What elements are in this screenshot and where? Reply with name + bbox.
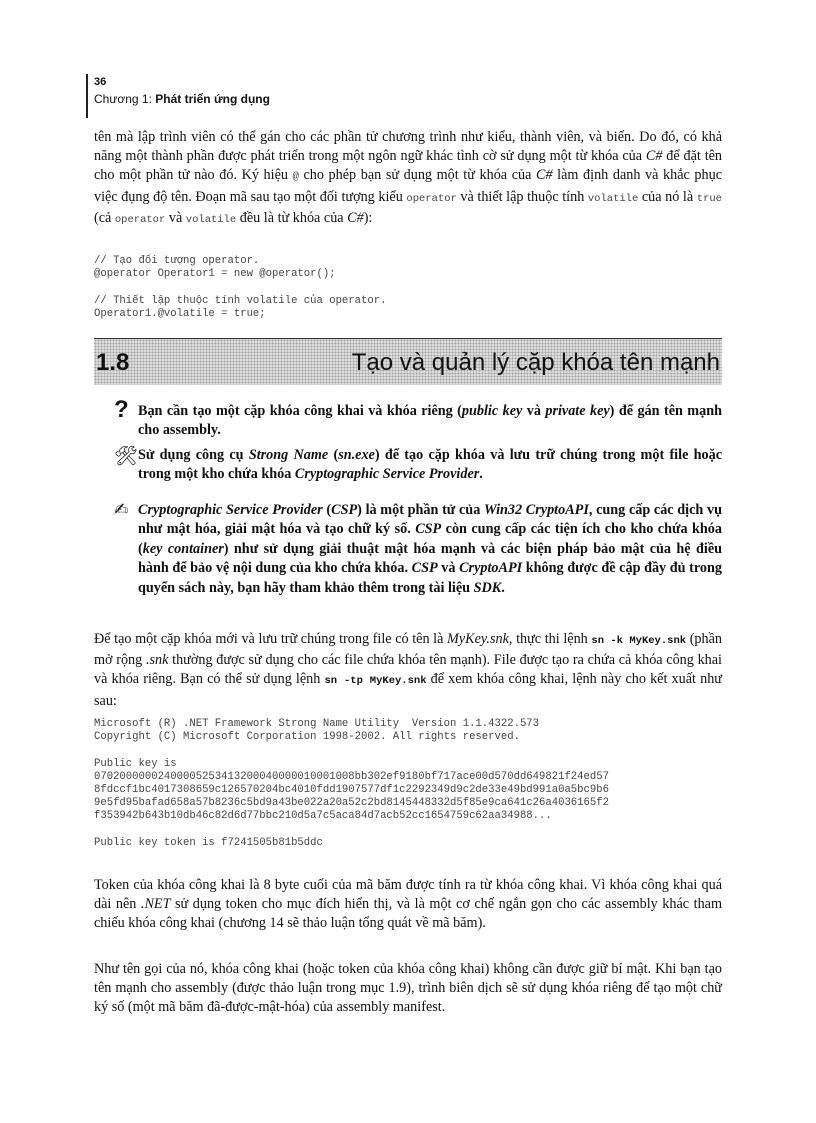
para-text: , thực thi lệnh <box>508 631 592 647</box>
para-text: Để tạo một cặp khóa mới và lưu trữ chúng trong file có tên là <box>94 631 448 647</box>
code-line: Operator1.@volatile = true; <box>94 307 266 320</box>
question-icon: ? <box>114 396 129 423</box>
keyword-dotnet: .NET <box>140 896 171 913</box>
solution-text: . <box>479 466 483 483</box>
note-term: CSP <box>411 560 438 577</box>
file-extension: .snk <box>145 652 169 669</box>
intro-text: (cả <box>94 209 115 226</box>
code-line: 8fdccf1bc4017308659c126570204bc4010fdd1907577df1c2292349d9c2de33e49bd991a0a5bc9b6 <box>94 784 609 797</box>
note-text: ) như sử dụng giải thuật mật hóa mạnh và các biện pháp bảo mật của hệ điều hành để bảo vệ nội dung của kho chứa khóa. <box>138 540 723 577</box>
note-text: . <box>501 579 505 596</box>
problem-term: public key <box>461 403 523 419</box>
note-text: ( <box>322 502 332 518</box>
section-title: Tạo và quản lý cặp khóa tên mạnh <box>351 349 720 376</box>
code-line: Public key token is f7241505b81b5ddc <box>94 836 323 849</box>
para-text: sử dụng token cho mục đích hiển thị, và là một cơ chế ngắn gọn cho các assembly khác tham chiếu khóa công khai (chương 14 sẽ thảo luận tổng quát về mã băm). <box>94 896 722 932</box>
para-text: để xem khóa công khai, lệnh này cho kết xuất như sau: <box>94 671 722 709</box>
note-text: , cung cấp các dịch vụ như mật hóa, giải mật hóa và tạo chữ ký số. <box>138 502 722 538</box>
note-text: còn cung cấp các tiện ích cho kho chứa khóa ( <box>138 521 722 557</box>
code-line: 9e5fd95bafad658a57b8236c5bd9a43be022a20a52c2bd8145448332d5f85e9ca641c26a4036165f2 <box>94 797 609 810</box>
intro-text: và thiết lập thuộc tính <box>456 188 588 205</box>
para-text: (phần mở rộng <box>94 631 723 669</box>
note-text: ) là một phần tử của <box>357 502 484 518</box>
para-text: Như tên gọi của nó, khóa công khai (hoặc token của khóa công khai) không cần được giữ bí mật. Khi bạn tạo tên mạnh cho assembly (được thảo luận trong mục 1.9), trình biên dịch sẽ sử dụng khóa riêng để tạo một chữ ký số (một mã băm đã-được-mật-hóa) của assembly manifest. <box>94 961 722 1016</box>
para-text: thường được sử dụng cho các file chứa khóa tên mạnh). File được tạo ra chứa cả khóa công khai và khóa riêng. Bạn có thể sử dụng lệnh <box>94 652 722 688</box>
problem-text: ) để gán tên mạnh cho assembly. <box>138 403 723 439</box>
solution-term: Strong Name <box>248 447 329 463</box>
keyword-csharp: C# <box>645 148 663 165</box>
note-text: và <box>437 560 460 577</box>
filename: MyKey.snk <box>447 631 509 647</box>
note-term: Cryptographic Service Provider <box>138 502 323 518</box>
note-term: CryptoAPI <box>459 560 523 577</box>
problem-text: Bạn cần tạo một cặp khóa công khai và khóa riêng ( <box>138 403 462 419</box>
intro-text: để đặt tên cho một phần tử nào đó. Ký hiệu <box>94 148 723 184</box>
note-statement <box>138 501 722 598</box>
solution-statement <box>138 446 722 485</box>
inline-command: sn -k MyKey.snk <box>591 635 687 647</box>
solution-term: Cryptographic Service Provider <box>294 466 480 483</box>
chapter-prefix: Chương 1: <box>94 92 152 106</box>
intro-text: và <box>165 209 186 226</box>
chapter-heading <box>94 92 270 106</box>
intro-text: kiểu <box>378 188 407 205</box>
solution-text: ( <box>328 447 339 463</box>
code-block-1 <box>94 255 722 321</box>
solution-text: ) để tạo cặp khóa và lưu trữ chúng trong một file hoặc trong một kho chứa khóa <box>138 447 723 483</box>
problem-text: và <box>522 403 546 419</box>
code-line: // Tạo đối tượng operator. <box>94 255 260 267</box>
intro-text: từ khóa của <box>277 209 348 226</box>
note-text: không được đề cập đầy đủ trong quyển sách này, bạn hãy tham khảo thêm trong tài liệu <box>138 560 722 596</box>
intro-text: làm định danh và khắc phục việc đụng độ tên. Đoạn mã sau tạo một đối tượng <box>94 167 722 205</box>
intro-text: từ khóa của <box>463 167 536 184</box>
section-number: 1.8 <box>96 349 130 376</box>
keyword-csharp: C# <box>347 209 364 226</box>
inline-code: true <box>696 192 722 205</box>
chapter-title: Phát triển ứng dụng <box>155 92 270 106</box>
code-line: Public key is <box>94 757 177 770</box>
problem-term: private key <box>545 403 610 419</box>
problem-statement <box>138 402 722 441</box>
section-header <box>94 338 722 385</box>
code-line: Microsoft (R) .NET Framework Strong Name Utility Version 1.1.4322.573 <box>94 718 540 730</box>
intro-paragraph <box>94 128 722 230</box>
inline-code: volatile <box>185 213 237 226</box>
paragraph-4 <box>94 960 722 1018</box>
solution-term: sn.exe <box>338 447 375 463</box>
paragraph-3 <box>94 876 722 934</box>
keyword-csharp: C# <box>536 167 553 184</box>
page-header <box>86 74 270 118</box>
tools-icon: 🛠 <box>114 445 139 467</box>
note-term: CSP <box>331 502 358 518</box>
inline-command: sn -tp MyKey.snk <box>324 675 427 688</box>
solution-text: Sử dụng công cụ <box>138 447 249 463</box>
inline-code: volatile <box>587 192 639 205</box>
inline-code: operator <box>114 213 166 226</box>
code-line: 07020000002400005253413200040000010001008bb302ef9180bf717ace00d570dd649821f24ed57 <box>94 770 609 783</box>
page-number: 36 <box>94 76 107 88</box>
intro-text: đều là <box>236 209 275 226</box>
note-term: Win32 CryptoAPI <box>483 502 589 518</box>
para-text: Token của khóa công khai là 8 byte cuối của mã băm được tính ra từ khóa công khai. Vì khóa công khai quá dài nên <box>94 877 722 913</box>
note-term: key container <box>142 540 224 557</box>
intro-text: ): <box>363 209 373 226</box>
intro-text: tên mà lập trình viên có thể gán cho các phần tử chương trình như kiểu, thành viên, và biến. <box>94 129 635 145</box>
inline-code: operator <box>406 192 457 205</box>
pencil-icon: ✍ <box>114 500 129 520</box>
intro-text: Do đó, có khả năng một thành phần được phát triển trong một ngôn ngữ khác tình cờ sử dụng <box>94 129 723 165</box>
inline-code: @ <box>292 171 299 184</box>
paragraph-2 <box>94 630 722 711</box>
intro-text: một từ khóa của <box>549 148 646 165</box>
code-block-2 <box>94 718 722 850</box>
intro-text: cho phép bạn sử dụng một <box>298 167 459 184</box>
code-line: f353942b643b10db46c82d6d77bbc210d5a7c5aca84d7acb52cc1654759c62aa34988... <box>94 810 552 823</box>
note-term: SDK <box>473 579 502 596</box>
code-line: @operator Operator1 = new @operator(); <box>94 268 336 281</box>
code-line: // Thiết lập thuộc tính volatile của operator. <box>94 294 387 307</box>
note-term: CSP <box>415 521 442 538</box>
intro-text: của nó là <box>638 188 697 205</box>
code-line: Copyright (C) Microsoft Corporation 1998-2002. All rights reserved. <box>94 731 520 744</box>
